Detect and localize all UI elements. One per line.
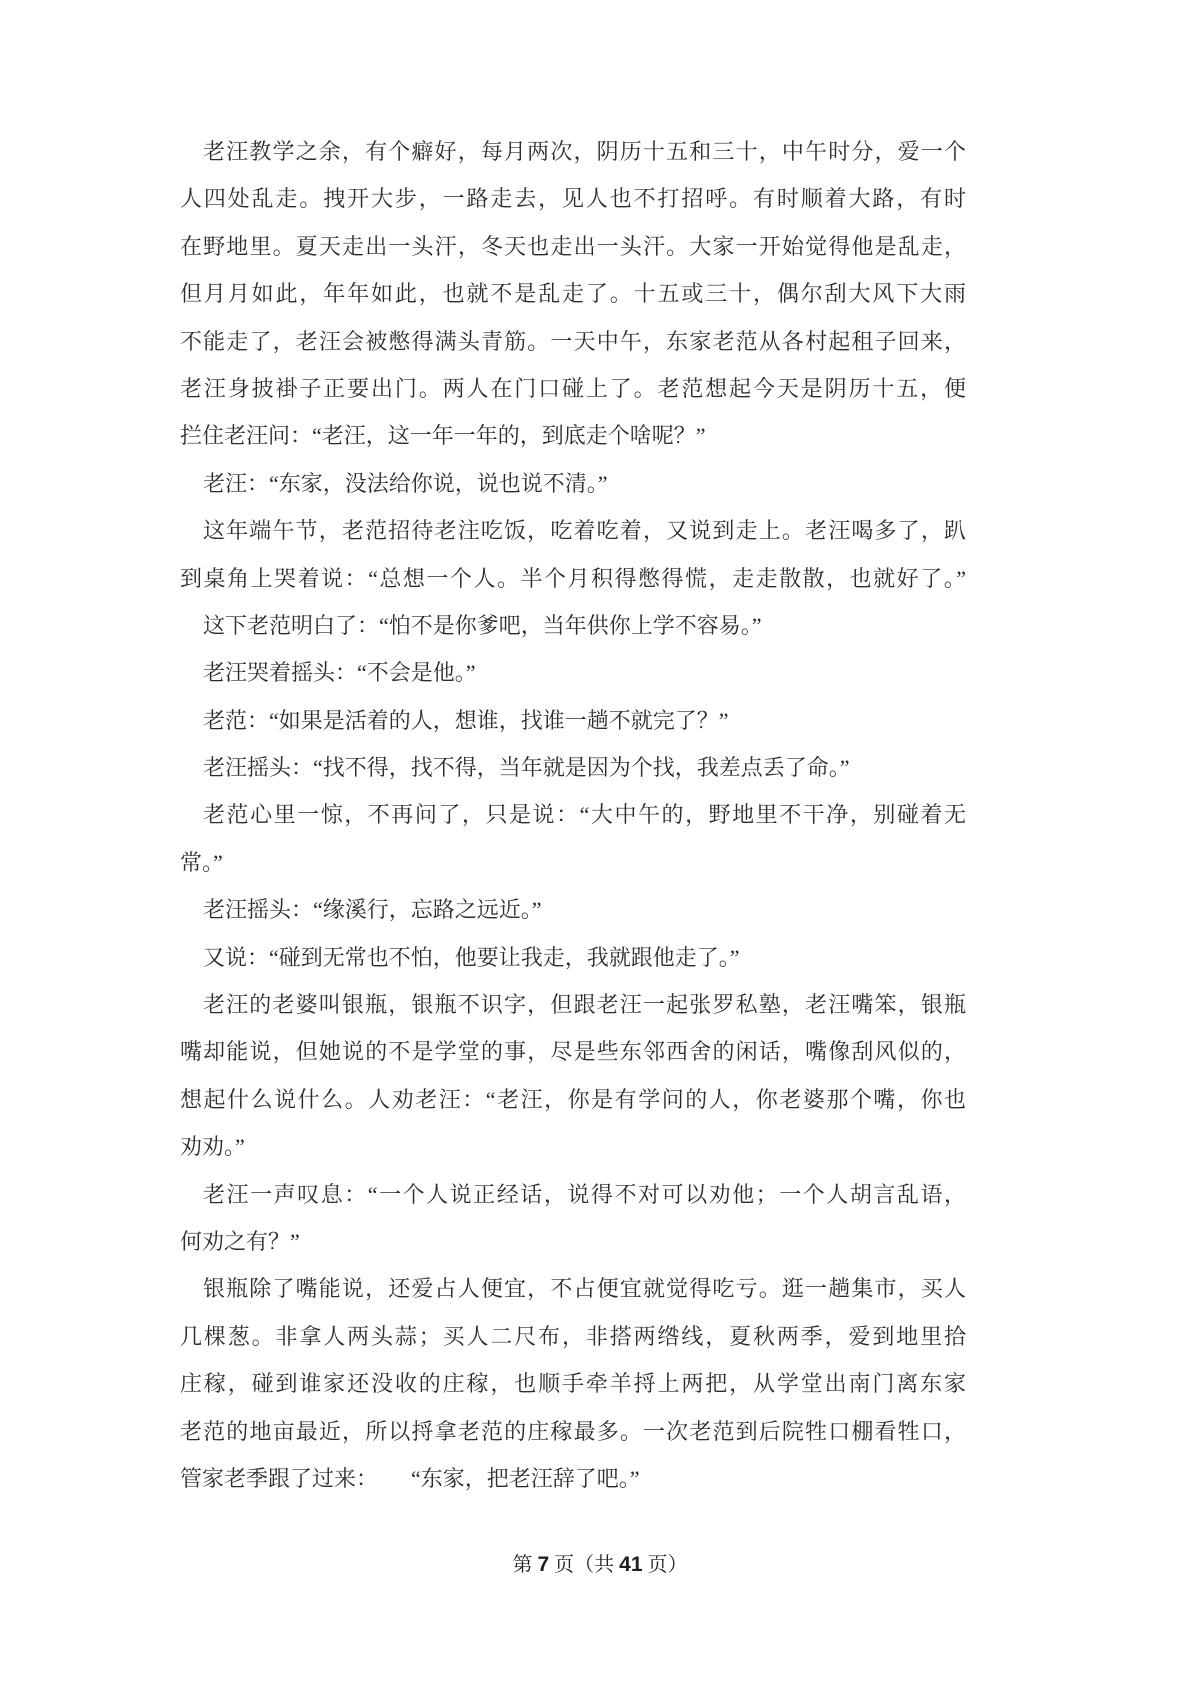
text-line: 老范的地亩最近，所以捋拿老范的庄稼最多。一次老范到后院牲口棚看牲口， — [180, 1418, 966, 1444]
footer-page-number: 7 — [537, 1553, 550, 1576]
text-line: 不能走了，老汪会被憋得满头青筋。一天中午，东家老范从各村起租子回来， — [180, 328, 966, 354]
footer-prefix: 第 — [512, 1554, 538, 1576]
footer-suffix: 页） — [642, 1554, 688, 1576]
text-line: 老范心里一惊，不再问了，只是说：“大中午的，野地里不干净，别碰着无 — [203, 802, 966, 828]
text-line: 想起什么说什么。人劝老汪：“老汪，你是有学问的人，你老婆那个嘴，你也 — [180, 1086, 966, 1112]
text-line: 又说：“碰到无常也不怕，他要让我走，我就跟他走了。” — [203, 944, 740, 970]
text-line: 银瓶除了嘴能说，还爱占人便宜，不占便宜就觉得吃亏。逛一趟集市，买人 — [203, 1276, 966, 1302]
text-line: 劝劝。” — [180, 1134, 245, 1160]
text-line: 这下老范明白了：“怕不是你爹吧，当年供你上学不容易。” — [203, 612, 762, 638]
document-body — [180, 128, 966, 1502]
footer-middle: 页（共 — [549, 1554, 620, 1576]
text-line: 到桌角上哭着说：“总想一个人。半个月积得憋得慌，走走散散，也就好了。” — [180, 565, 966, 591]
text-line: 但月月如此，年年如此，也就不是乱走了。十五或三十，偶尔刮大风下大雨 — [180, 281, 966, 307]
text-line: 嘴却能说，但她说的不是学堂的事，尽是些东邻西舍的闲话，嘴像刮风似的， — [180, 1039, 966, 1065]
text-line: 庄稼，碰到谁家还没收的庄稼，也顺手牵羊捋上两把，从学堂出南门离东家 — [180, 1371, 966, 1397]
text-line: 几棵葱。非拿人两头蒜；买人二尺布，非搭两绺线，夏秋两季，爱到地里拾 — [180, 1323, 966, 1349]
text-line: 拦住老汪问：“老汪，这一年一年的，到底走个啥呢？” — [180, 423, 706, 449]
text-line: 老范：“如果是活着的人，想谁，找谁一趟不就完了？” — [203, 707, 729, 733]
text-line: 人四处乱走。拽开大步，一路走去，见人也不打招呼。有时顺着大路，有时 — [180, 186, 966, 212]
text-line: 老汪：“东家，没法给你说，说也说不清。” — [203, 470, 608, 496]
text-line: 老汪的老婆叫银瓶，银瓶不识字，但跟老汪一起张罗私塾，老汪嘴笨，银瓶 — [203, 992, 966, 1018]
text-line: 何劝之有？” — [180, 1228, 300, 1254]
text-line: 老汪哭着摇头：“不会是他。” — [203, 660, 476, 686]
text-line: 老汪身披褂子正要出门。两人在门口碰上了。老范想起今天是阴历十五，便 — [180, 375, 966, 401]
text-line: 老汪摇头：“缘溪行，忘路之远近。” — [203, 897, 542, 923]
text-line: 管家老季跟了过来： “东家，把老汪辞了吧。” — [180, 1465, 640, 1491]
text-line: 老汪教学之余，有个癖好，每月两次，阴历十五和三十，中午时分，爱一个 — [203, 139, 966, 164]
text-line: 在野地里。夏天走出一头汗，冬天也走出一头汗。大家一开始觉得他是乱走， — [180, 233, 966, 259]
text-line: 这年端午节，老范招待老注吃饭，吃着吃着，又说到走上。老汪喝多了，趴 — [203, 518, 966, 544]
text-line: 常。” — [180, 849, 223, 875]
page-footer — [0, 1548, 1200, 1582]
footer-total-pages: 41 — [619, 1553, 643, 1576]
text-line: 老汪摇头：“找不得，找不得，当年就是因为个找，我差点丢了命。” — [203, 755, 850, 781]
text-line: 老汪一声叹息：“一个人说正经话，说得不对可以劝他；一个人胡言乱语， — [203, 1181, 966, 1207]
